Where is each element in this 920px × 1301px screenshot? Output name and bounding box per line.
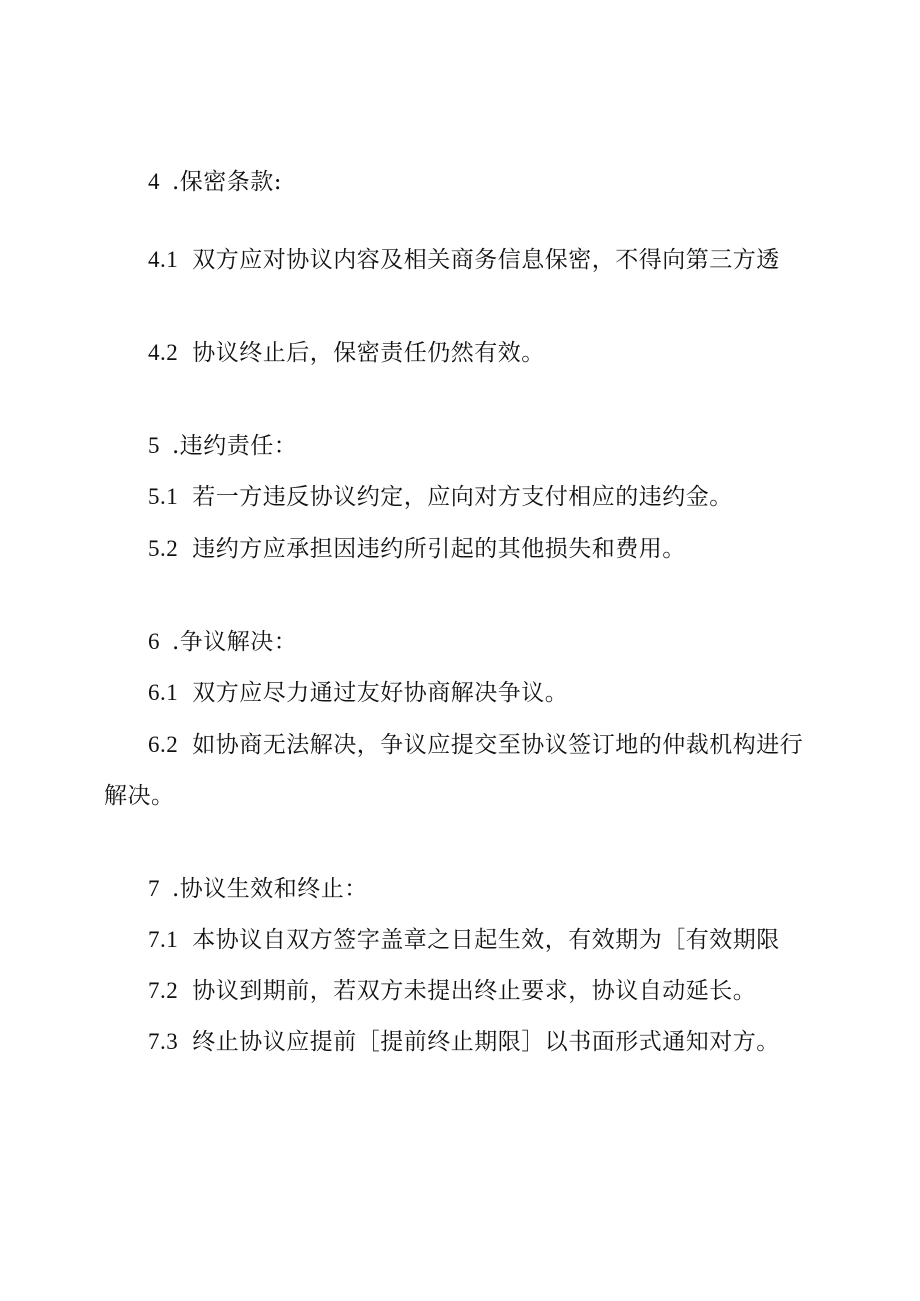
clause xyxy=(148,534,686,564)
clause-number: 7.1 xyxy=(148,927,179,952)
clause xyxy=(148,976,756,1006)
section-heading xyxy=(148,431,297,461)
clause xyxy=(148,678,568,708)
clause-text: 解决。 xyxy=(104,783,175,809)
clause-number: 4.1 xyxy=(148,247,179,272)
clause xyxy=(148,925,780,955)
clause-text: 如协商无法解决，争议应提交至协议签订地的仲裁机构进行 xyxy=(192,732,804,758)
clause-number: 4.2 xyxy=(148,340,179,365)
clause-text: 双方应对协议内容及相关商务信息保密，不得向第三方透 xyxy=(192,247,780,273)
clause xyxy=(148,245,780,275)
clause-number: 7.3 xyxy=(148,1029,179,1054)
clause-text: 双方应尽力通过友好协商解决争议。 xyxy=(192,680,569,706)
clause-text: 本协议自双方签字盖章之日起生效，有效期为［有效期限 xyxy=(192,927,780,953)
section-title: .协议生效和终止： xyxy=(172,876,368,902)
clause-number: 6.2 xyxy=(148,732,179,757)
clause-number: 5.1 xyxy=(148,484,179,509)
clause-number: 6.1 xyxy=(148,680,179,705)
clause-number: 7.2 xyxy=(148,978,179,1003)
clause-text: 若一方违反协议约定，应向对方支付相应的违约金。 xyxy=(192,484,733,510)
section-title: .争议解决： xyxy=(172,629,298,655)
clause xyxy=(148,338,545,368)
section-title: .违约责任： xyxy=(172,433,298,459)
section-title: .保密条款: xyxy=(172,169,283,195)
section-number: 4 xyxy=(148,169,160,194)
section-heading xyxy=(148,874,368,904)
section-heading xyxy=(148,167,282,197)
clause-text: 违约方应承担因违约所引起的其他损失和费用。 xyxy=(192,536,686,562)
section-number: 7 xyxy=(148,876,160,901)
clause-text: 协议终止后，保密责任仍然有效。 xyxy=(192,340,545,366)
section-number: 6 xyxy=(148,629,160,654)
clause-continuation xyxy=(104,781,175,811)
clause-text: 协议到期前，若双方未提出终止要求，协议自动延长。 xyxy=(192,978,757,1004)
section-number: 5 xyxy=(148,433,160,458)
clause xyxy=(148,482,733,512)
clause-text: 终止协议应提前［提前终止期限］以书面形式通知对方。 xyxy=(192,1029,780,1055)
clause-number: 5.2 xyxy=(148,536,179,561)
section-heading xyxy=(148,627,297,657)
clause xyxy=(148,730,803,760)
clause xyxy=(148,1027,780,1057)
